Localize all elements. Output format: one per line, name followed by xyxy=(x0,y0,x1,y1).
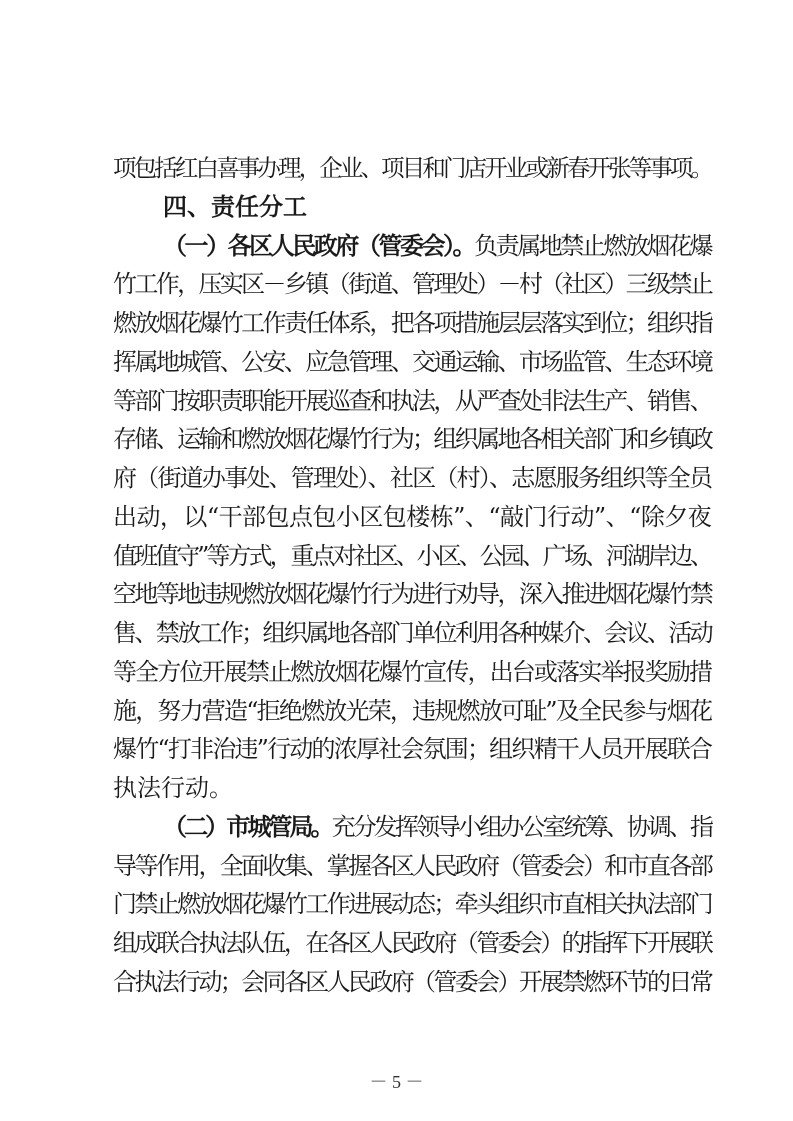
line-text: 爆竹“打非治违”行动的浓厚社会氛围；组织精干人员开展联合 xyxy=(113,735,711,764)
text-line xyxy=(113,614,711,653)
line-text: 负责属地禁止燃放烟花爆 xyxy=(474,231,712,260)
line-text: 空地等地违规燃放烟花爆竹行为进行劝导，深入推进烟花爆竹禁 xyxy=(113,580,711,609)
line-text: 门禁止燃放烟花爆竹工作进展动态；牵头组织市直相关执法部门 xyxy=(113,890,711,919)
text-line xyxy=(113,420,711,459)
text-line xyxy=(113,459,711,498)
line-text: 导等作用，全面收集、掌握各区人民政府（管委会）和市直各部 xyxy=(113,851,711,880)
page-number: － 5 － xyxy=(369,1072,424,1092)
text-line xyxy=(113,304,711,343)
text-line xyxy=(113,730,711,769)
text-line xyxy=(113,382,711,421)
line-text: 燃放烟花爆竹工作责任体系，把各项措施层层落实到位；组织指 xyxy=(113,309,711,337)
line-text: 竹工作，压实区－乡镇（街道、管理处）－村（社区）三级禁止 xyxy=(113,270,711,299)
line-text: 挥属地城管、公安、应急管理、交通运输、市场监管、生态环境 xyxy=(113,347,711,376)
line-text: 合执法行动；会同各区人民政府（管委会）开展禁燃环节的日常 xyxy=(113,967,711,996)
line-text: 等全方位开展禁止燃放烟花爆竹宣传，出台或落实举报奖励措 xyxy=(113,657,711,686)
text-line xyxy=(113,188,711,227)
line-text: 等部门按职责职能开展巡查和执法，从严查处非法生产、销售、 xyxy=(113,386,711,415)
text-line xyxy=(113,885,711,924)
text-line xyxy=(113,847,711,886)
text-line xyxy=(113,769,711,808)
text-line xyxy=(113,265,711,304)
line-text: 施，努力营造“拒绝燃放光荣，违规燃放可耻”及全民参与烟花 xyxy=(113,696,711,725)
line-text: 执法行动。 xyxy=(113,774,233,802)
text-line xyxy=(113,575,711,614)
text-line xyxy=(113,227,711,266)
text-line xyxy=(113,537,711,576)
document-body xyxy=(113,149,711,1002)
line-text: 组成联合执法队伍，在各区人民政府（管委会）的指挥下开展联 xyxy=(113,929,711,957)
line-text: 售、禁放工作；组织属地各部门单位利用各种媒介、会议、活动 xyxy=(113,619,711,647)
line-text: 值班值守”等方式，重点对社区、小区、公园、广场、河湖岸边、 xyxy=(113,541,711,570)
text-line xyxy=(113,498,711,537)
text-line xyxy=(113,808,711,847)
line-text: 存储、运输和燃放烟花爆竹行为；组织属地各相关部门和乡镇政 xyxy=(113,425,711,454)
text-line xyxy=(113,692,711,731)
bold-heading: （一）各区人民政府（管委会）。 xyxy=(163,230,475,260)
bold-heading: （二）市城管局。 xyxy=(163,811,332,841)
text-line xyxy=(113,149,711,188)
line-text: 府（街道办事处、管理处）、社区（村）、志愿服务组织等全员 xyxy=(113,464,711,492)
text-line xyxy=(113,653,711,692)
text-line xyxy=(113,343,711,382)
line-text: 充分发挥领导小组办公室统筹、协调、指 xyxy=(331,812,711,841)
text-line xyxy=(113,924,711,963)
text-line xyxy=(113,963,711,1002)
bold-heading: 四、责任分工 xyxy=(163,191,307,221)
line-text: 项包括红白喜事办理，企业、项目和门店开业或新春开张等事项。 xyxy=(113,154,711,182)
line-text: 出动，以“干部包点包小区包楼栋”、“敲门行动”、“除夕夜 xyxy=(113,502,711,531)
